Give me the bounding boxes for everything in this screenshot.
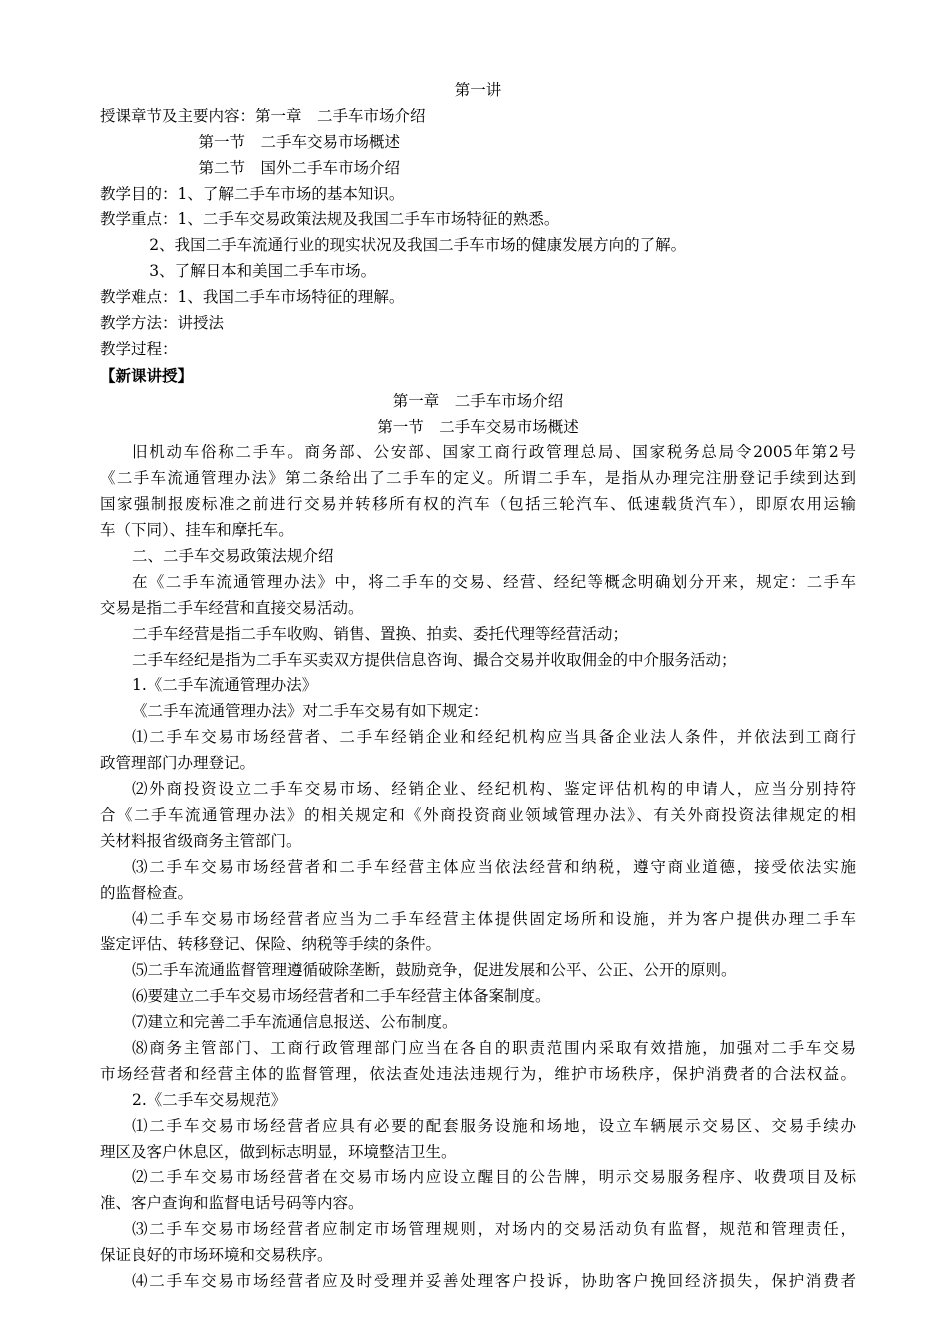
body-line: ⑴二手车交易市场经营者应具有必要的配套服务设施和场地，设立车辆展示交易区、交易手续办 [132,1116,856,1135]
body-line: ⑶二手车交易市场经营者和二手车经营主体应当依法经营和纳税，遵守商业道德，接受依法实施 [132,857,856,876]
body-line: 关材料报省级商务主管部门。 [100,831,302,850]
body-line: ⑹要建立二手车交易市场经营者和二手车经营主体备案制度。 [132,987,551,1006]
header-line: 教学重点：1、二手车交易政策法规及我国二手车市场特征的熟悉。 [100,210,560,229]
lecture-title: 第一讲 [454,81,502,99]
header-line: 3、了解日本和美国二手车市场。 [100,262,377,281]
body-line: 《二手车流通管理办法》第二条给出了二手车的定义。所谓二手车，是指从办理完注册登记手续到达到 [100,469,856,488]
body-line: 的监督检查。 [100,883,194,902]
body-line: ⑷二手车交易市场经营者应当为二手车经营主体提供固定场所和设施，并为客户提供办理二手车 [132,909,856,928]
lesson-header [100,104,856,363]
body-line: 理区及客户休息区，做到标志明显，环境整洁卫生。 [100,1142,457,1161]
header-line: 授课章节及主要内容：第一章 二手车市场介绍 [100,106,426,125]
body-line: 2.《二手车交易规范》 [132,1090,287,1109]
header-line: 教学方法：讲授法 [100,314,225,333]
body-line: ⑴二手车交易市场经营者、二手车经销企业和经纪机构应当具备企业法人条件，并依法到工商行 [132,728,856,747]
header-line: 第一节 二手车交易市场概述 [100,132,401,151]
body-line: ⑺建立和完善二手车流通信息报送、公布制度。 [132,1013,458,1032]
body-line: 二手车经纪是指为二手车买卖双方提供信息咨询、撮合交易并收取佣金的中介服务活动； [132,650,737,669]
body-line: 1.《二手车流通管理办法》 [132,676,318,695]
body-line: 合《二手车流通管理办法》的相关规定和《外商投资商业领域管理办法》、有关外商投资法律规定的相 [100,805,856,824]
header-line: 教学难点：1、我国二手车市场特征的理解。 [100,288,405,307]
body-line: 国家强制报废标准之前进行交易并转移所有权的汽车（包括三轮汽车、低速载货汽车），即原农用运输 [100,495,856,514]
body-line: 《二手车流通管理办法》对二手车交易有如下规定： [132,702,489,721]
body-line: 旧机动车俗称二手车。商务部、公安部、国家工商行政管理总局、国家税务总局令2005年第2号 [132,443,856,462]
body-line: ⑵外商投资设立二手车交易市场、经销企业、经纪机构、鉴定评估机构的申请人，应当分别持符 [132,780,856,799]
body-line: 车（下同）、挂车和摩托车。 [100,521,294,540]
document-page [100,78,856,1295]
header-line: 2、我国二手车流通行业的现实状况及我国二手车市场的健康发展方向的了解。 [100,236,687,255]
body-line: 政管理部门办理登记。 [100,754,256,773]
body-line: ⑻商务主管部门、工商行政管理部门应当在各自的职责范围内采取有效措施，加强对二手车交易 [132,1038,856,1057]
section-title: 第一节 二手车交易市场概述 [377,417,579,436]
body-line: 鉴定评估、转移登记、保险、纳税等手续的条件。 [100,935,442,954]
body-text [100,440,856,1294]
body-line: 保证良好的市场环境和交易秩序。 [100,1246,333,1265]
body-line: ⑷二手车交易市场经营者应及时受理并妥善处理客户投诉，协助客户挽回经济损失，保护消费者 [132,1271,856,1290]
chapter-title: 第一章 二手车市场介绍 [392,391,564,410]
body-line: ⑶二手车交易市场经营者应制定市场管理规则，对场内的交易活动负有监督，规范和管理责任， [132,1220,856,1239]
header-line: 第二节 国外二手车市场介绍 [100,158,401,177]
body-line: ⑸二手车流通监督管理遵循破除垄断，鼓励竞争，促进发展和公平、公正、公开的原则。 [132,961,737,980]
body-line: ⑵二手车交易市场经营者在交易市场内应设立醒目的公告牌，明示交易服务程序、收费项目及标 [132,1168,856,1187]
header-line: 教学目的：1、了解二手车市场的基本知识。 [100,184,405,203]
body-line: 准、客户查询和监督电话号码等内容。 [100,1194,364,1213]
body-line: 二手车经营是指二手车收购、销售、置换、拍卖、委托代理等经营活动； [132,624,629,643]
body-line: 交易是指二手车经营和直接交易活动。 [100,598,364,617]
body-line: 二、二手车交易政策法规介绍 [132,547,334,566]
body-line: 在《二手车流通管理办法》中，将二手车的交易、经营、经纪等概念明确划分开来，规定：二手车 [132,572,856,591]
header-line: 教学过程： [100,339,178,358]
body-line: 市场经营者和经营主体的监督管理，依法查处违法违规行为，维护市场秩序，保护消费者的合法权益。 [100,1064,856,1083]
new-lesson-heading: 【新课讲授】 [100,365,194,385]
